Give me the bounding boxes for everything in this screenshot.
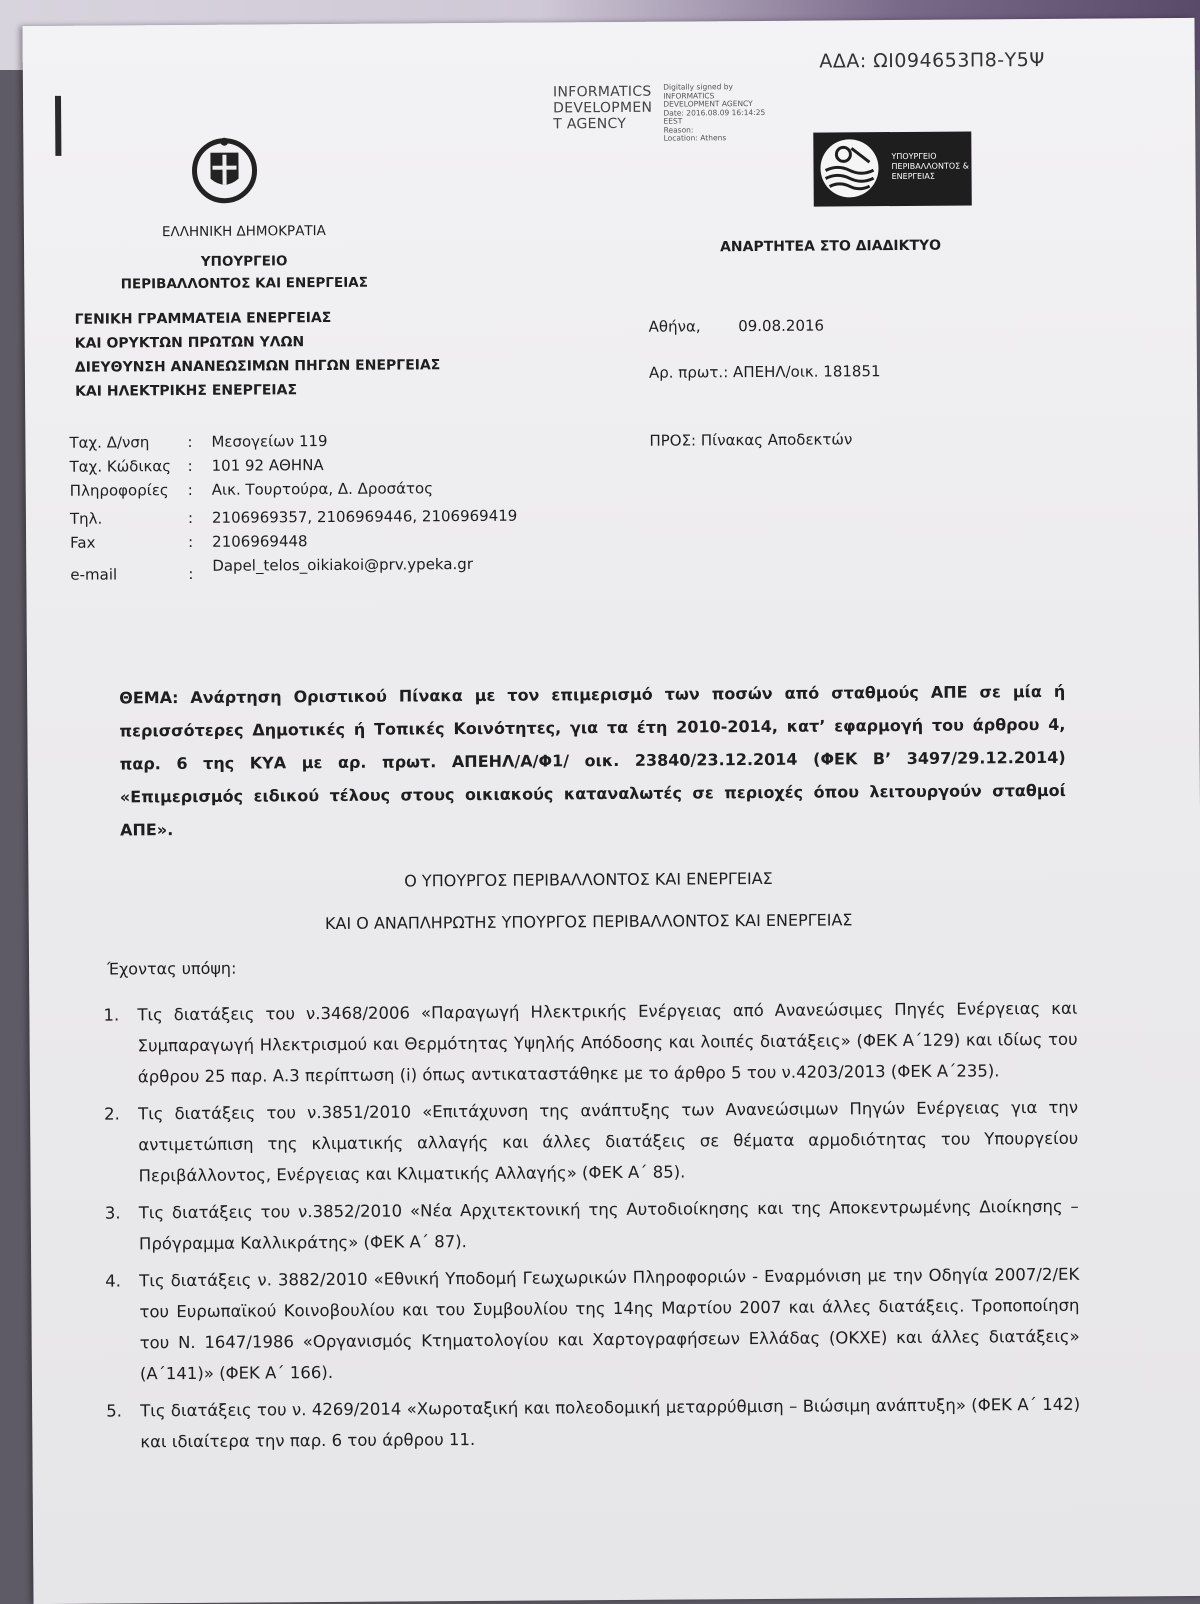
secretariat-line: ΔΙΕΥΘΥΝΣΗ ΑΝΑΝΕΩΣΙΜΩΝ ΠΗΓΩΝ ΕΝΕΡΓΕΙΑΣ	[74, 357, 441, 376]
list-item	[88, 1092, 1079, 1192]
secretariat-line: ΓΕΝΙΚΗ ΓΡΑΜΜΑΤΕΙΑ ΕΝΕΡΓΕΙΑΣ	[74, 309, 332, 328]
city-label: Αθήνα,	[648, 317, 701, 336]
deputy-minister-title: ΚΑΙ Ο ΑΝΑΠΛΗΡΩΤΗΣ ΥΠΟΥΡΓΟΣ ΠΕΡΙΒΑΛΛΟΝΤΟΣ ΚΑΙ ΕΝΕΡΓΕΙΑΣ	[324, 910, 853, 934]
contact-block	[69, 431, 517, 590]
signature-name-line: T AGENCY	[553, 115, 627, 133]
contact-label: Ταχ. Κώδικας	[69, 457, 172, 476]
contact-row	[70, 531, 518, 558]
contact-value: 2106969448	[212, 532, 308, 551]
signature-meta-line: INFORMATICS	[663, 90, 715, 101]
contact-value: 2106969357, 2106969446, 2106969419	[211, 506, 518, 527]
contact-value: Μεσογείων 119	[211, 431, 328, 451]
ministry-logo	[813, 131, 972, 206]
protocol-label: Αρ. πρωτ.:	[648, 363, 729, 382]
list-item-text: Τις διατάξεις ν. 3882/2010 «Εθνική Υποδομή Γεωχωρικών Πληροφοριών - Εναρμόνιση με την Οδηγία 2007/2/ΕΚ του Ευρωπαϊκού Κοινοβουλίου και του Συμβουλίου της 14ης Μαρτίου 2007 και άλλες διατάξεις. Τροποποίηση του Ν. 1647/1986 «Οργανισμός Κτηματολογίου και Χαρτογραφήσεων Ελλάδας (ΟΚΧΕ) και άλλες διατάξεις» (Α΄141)» (ΦΕΚ Α΄ 166).	[139, 1264, 1080, 1384]
ministry-logo-text: ΥΠΟΥΡΓΕΙΟ ΠΕΡΙΒΑΛΛΟΝΤΟΣ & ΕΝΕΡΓΕΙΑΣ	[891, 151, 970, 182]
signature-meta-line: DEVELOPMENT AGENCY	[663, 99, 753, 109]
list-item-number: 2.	[104, 1104, 120, 1124]
signature-meta-line: Location: Athens	[663, 133, 727, 143]
contact-row	[70, 503, 518, 534]
list-item-number: 5.	[106, 1401, 122, 1421]
contact-value: 101 92 ΑΘΗΝΑ	[211, 456, 324, 475]
protocol-row	[649, 362, 881, 382]
signature-name	[553, 84, 653, 133]
list-item-number: 1.	[103, 1005, 120, 1025]
contact-colon: :	[187, 432, 193, 451]
ministry-line: ΥΠΟΥΡΓΕΙΟ	[200, 253, 288, 270]
ministry-heading	[94, 250, 394, 296]
contact-label: Ταχ. Δ/νση	[69, 433, 150, 452]
minister-title: Ο ΥΠΟΥΡΓΟΣ ΠΕΡΙΒΑΛΛΟΝΤΟΣ ΚΑΙ ΕΝΕΡΓΕΙΑΣ	[404, 868, 773, 891]
contact-colon: :	[187, 480, 193, 499]
list-item-text: Τις διατάξεις του ν.3852/2010 «Νέα Αρχιτεκτονική της Αυτοδιοίκησης και της Αποκεντρωμένης Διοίκησης – Πρόγραμμα Καλλικράτης» (ΦΕΚ Α΄ 87).	[138, 1196, 1079, 1254]
protocol-value: ΑΠΕΗΛ/οικ. 181851	[732, 362, 881, 382]
contact-table	[69, 431, 517, 590]
document-page	[23, 18, 1200, 1604]
list-item	[89, 1259, 1080, 1390]
list-item-text: Τις διατάξεις του ν.3851/2010 «Επιτάχυνση της ανάπτυξης των Ανανεώσιμων Πηγών Ενέργειας για την αντιμετώπιση της κλιματικής αλλαγής και άλλες διατάξεις σε θέματα αρμοδιότητας του Υπουργείου Περιβάλλοντος, Ενέργειας και Κλιματικής Αλλαγής» (ΦΕΚ Α΄ 85).	[138, 1097, 1079, 1186]
republic-name: ΕΛΛΗΝΙΚΗ ΔΗΜΟΚΡΑΤΙΑ	[161, 222, 326, 241]
list-item-text: Τις διατάξεις του ν. 4269/2014 «Χωροταξική και πολεοδομική μεταρρύθμιση – Βιώσιμη ανάπτυξη» (ΦΕΚ Α΄ 142) και ιδιαίτερα την παρ. 6 του άρθρου 11.	[140, 1394, 1081, 1452]
contact-colon: :	[188, 532, 194, 551]
contact-label: Fax	[70, 533, 96, 552]
ada-code: ΑΔΑ: ΩΙ094653Π8-Υ5Ψ	[819, 48, 1045, 73]
signature-name-line: INFORMATICS	[552, 83, 652, 101]
date-row	[649, 317, 825, 336]
contact-label: e-mail	[70, 565, 118, 584]
list-item	[90, 1389, 1080, 1458]
contact-email: Dapel_telos_oikiakoi@prv.ypeka.gr	[212, 554, 474, 575]
binder-mark	[55, 96, 61, 156]
signature-meta-line: Digitally signed by	[663, 82, 733, 92]
signature-meta	[663, 83, 765, 143]
ministry-line: ΠΕΡΙΒΑΛΛΟΝΤΟΣ ΚΑΙ ΕΝΕΡΓΕΙΑΣ	[120, 274, 368, 293]
republic-heading	[94, 220, 394, 244]
contact-row	[70, 455, 518, 482]
signature-meta-line: Date: 2016.08.09 16:14:25	[663, 107, 766, 118]
secretariat-line: ΚΑΙ ΟΡΥΚΤΩΝ ΠΡΩΤΩΝ ΥΛΩΝ	[74, 334, 305, 352]
list-item-number: 3.	[104, 1203, 121, 1223]
secretariat-line: ΚΑΙ ΗΛΕΚΤΡΙΚΗΣ ΕΝΕΡΓΕΙΑΣ	[75, 382, 298, 400]
posting-note: ΑΝΑΡΤΗΤΕΑ ΣΤΟ ΔΙΑΔΙΚΤΥΟ	[720, 237, 942, 256]
recipients-row: ΠΡΟΣ: Πίνακας Αποδεκτών	[649, 430, 853, 450]
list-item-text: Τις διατάξεις του ν.3468/2006 «Παραγωγή Ηλεκτρικής Ενέργειας από Ανανεώσιμες Πηγές Ενέργειας και Συμπαραγωγή Ηλεκτρισμού και Θερμότητας Υψηλής Απόδοσης και λοιπές διατάξεις» (ΦΕΚ Α΄129) και ιδίως του άρθρου 25 παρ. Α.3 περίπτωση (i) όπως αντικαταστάθηκε με το άρθρο 5 του ν.4203/2013 (ΦΕΚ Α΄235).	[137, 998, 1078, 1087]
contact-value: Αικ. Τουρτούρα, Δ. Δροσάτος	[211, 479, 434, 499]
contact-row	[70, 555, 518, 590]
signature-meta-line: EEST	[663, 116, 683, 126]
contact-colon: :	[187, 456, 193, 475]
contact-colon: :	[188, 564, 194, 583]
list-item	[89, 1191, 1079, 1260]
considerations-list	[87, 993, 1080, 1464]
contact-label: Τηλ.	[69, 509, 103, 528]
digital-signature	[553, 83, 766, 144]
general-secretariat	[74, 305, 440, 404]
document-date: 09.08.2016	[738, 316, 825, 336]
contact-row	[70, 479, 518, 506]
contact-label: Πληροφορίες	[69, 481, 169, 500]
contact-colon: :	[187, 508, 194, 527]
contact-row	[69, 431, 517, 458]
list-item	[87, 993, 1078, 1093]
signature-meta-line: Reason:	[663, 124, 694, 135]
greek-emblem-icon	[188, 132, 261, 205]
considerations-intro: Έχοντας υπόψη:	[107, 958, 237, 979]
subject-paragraph: ΘΕΜΑ: Ανάρτηση Οριστικού Πίνακα με τον επιμερισμό των ποσών από σταθμούς ΑΠΕ σε μία ή περισσότερες Δημοτικές ή Τοπικές Κοινότητες, για τα έτη 2010-2014, κατ’ εφαρμογή του άρθρου 4, παρ. 6 της ΚΥΑ με αρ. πρωτ. ΑΠΕΗΛ/Α/Φ1/ οικ. 23840/23.12.2014 (ΦΕΚ Β’ 3497/29.12.2014) «Επιμερισμός ειδικού τέλους στους οικιακούς καταναλωτές σε περιοχές όπου λειτουργούν σταθμοί ΑΠΕ».	[119, 681, 1066, 840]
ministry-logo-icon	[817, 136, 881, 200]
signature-name-line: DEVELOPMEN	[553, 99, 653, 117]
list-item-number: 4.	[105, 1271, 122, 1291]
